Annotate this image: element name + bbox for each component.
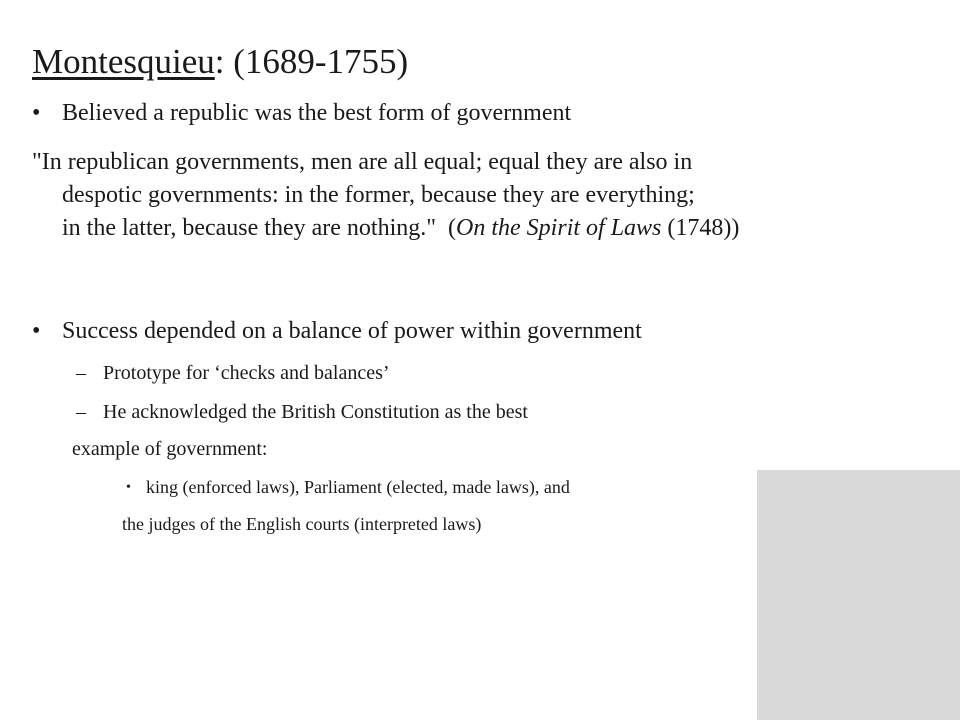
sub-bullet-checks — [76, 360, 390, 386]
sub-sub-bullet-text: king (enforced laws), Parliament (elected, made laws), and — [146, 477, 570, 497]
citation-year: (1748)) — [661, 215, 740, 241]
book-title: On the Spirit of Laws — [456, 215, 662, 241]
bullet-republic — [32, 98, 571, 129]
bullet-text: Believed a republic was the best form of government — [62, 100, 572, 126]
quote-line-2: despotic governments: in the former, because they are everything; — [62, 182, 695, 208]
sub-bullet-text: He acknowledged the British Constitution as the best — [103, 401, 528, 423]
sub-bullet-british-cont: example of government: — [72, 438, 268, 460]
portrait-image — [757, 470, 960, 720]
sub-bullet-british — [76, 399, 528, 425]
bullet-text: Success depended on a balance of power within government — [62, 318, 642, 344]
title-dates: : (1689-1755) — [214, 42, 409, 81]
sub-sub-bullet-branches — [126, 475, 570, 500]
sub-bullet-text: Prototype for ‘checks and balances’ — [103, 362, 390, 384]
bullet-marker: • — [32, 100, 41, 126]
citation-open: ( — [448, 215, 457, 241]
quote-line-3-text: in the latter, because they are nothing." — [62, 215, 437, 241]
quote-line-3 — [32, 212, 932, 245]
slide-title — [32, 40, 408, 84]
title-name: Montesquieu — [32, 42, 215, 81]
small-bullet-marker: • — [126, 480, 131, 495]
bullet-marker: • — [32, 318, 41, 344]
quote-block — [32, 146, 932, 245]
bullet-balance — [32, 316, 642, 347]
quote-line-1: "In republican governments, men are all equal; equal they are also in — [32, 149, 693, 175]
dash-marker: – — [76, 362, 86, 384]
dash-marker: – — [76, 401, 86, 423]
sub-sub-bullet-branches-cont: the judges of the English courts (interpreted laws) — [122, 514, 482, 534]
